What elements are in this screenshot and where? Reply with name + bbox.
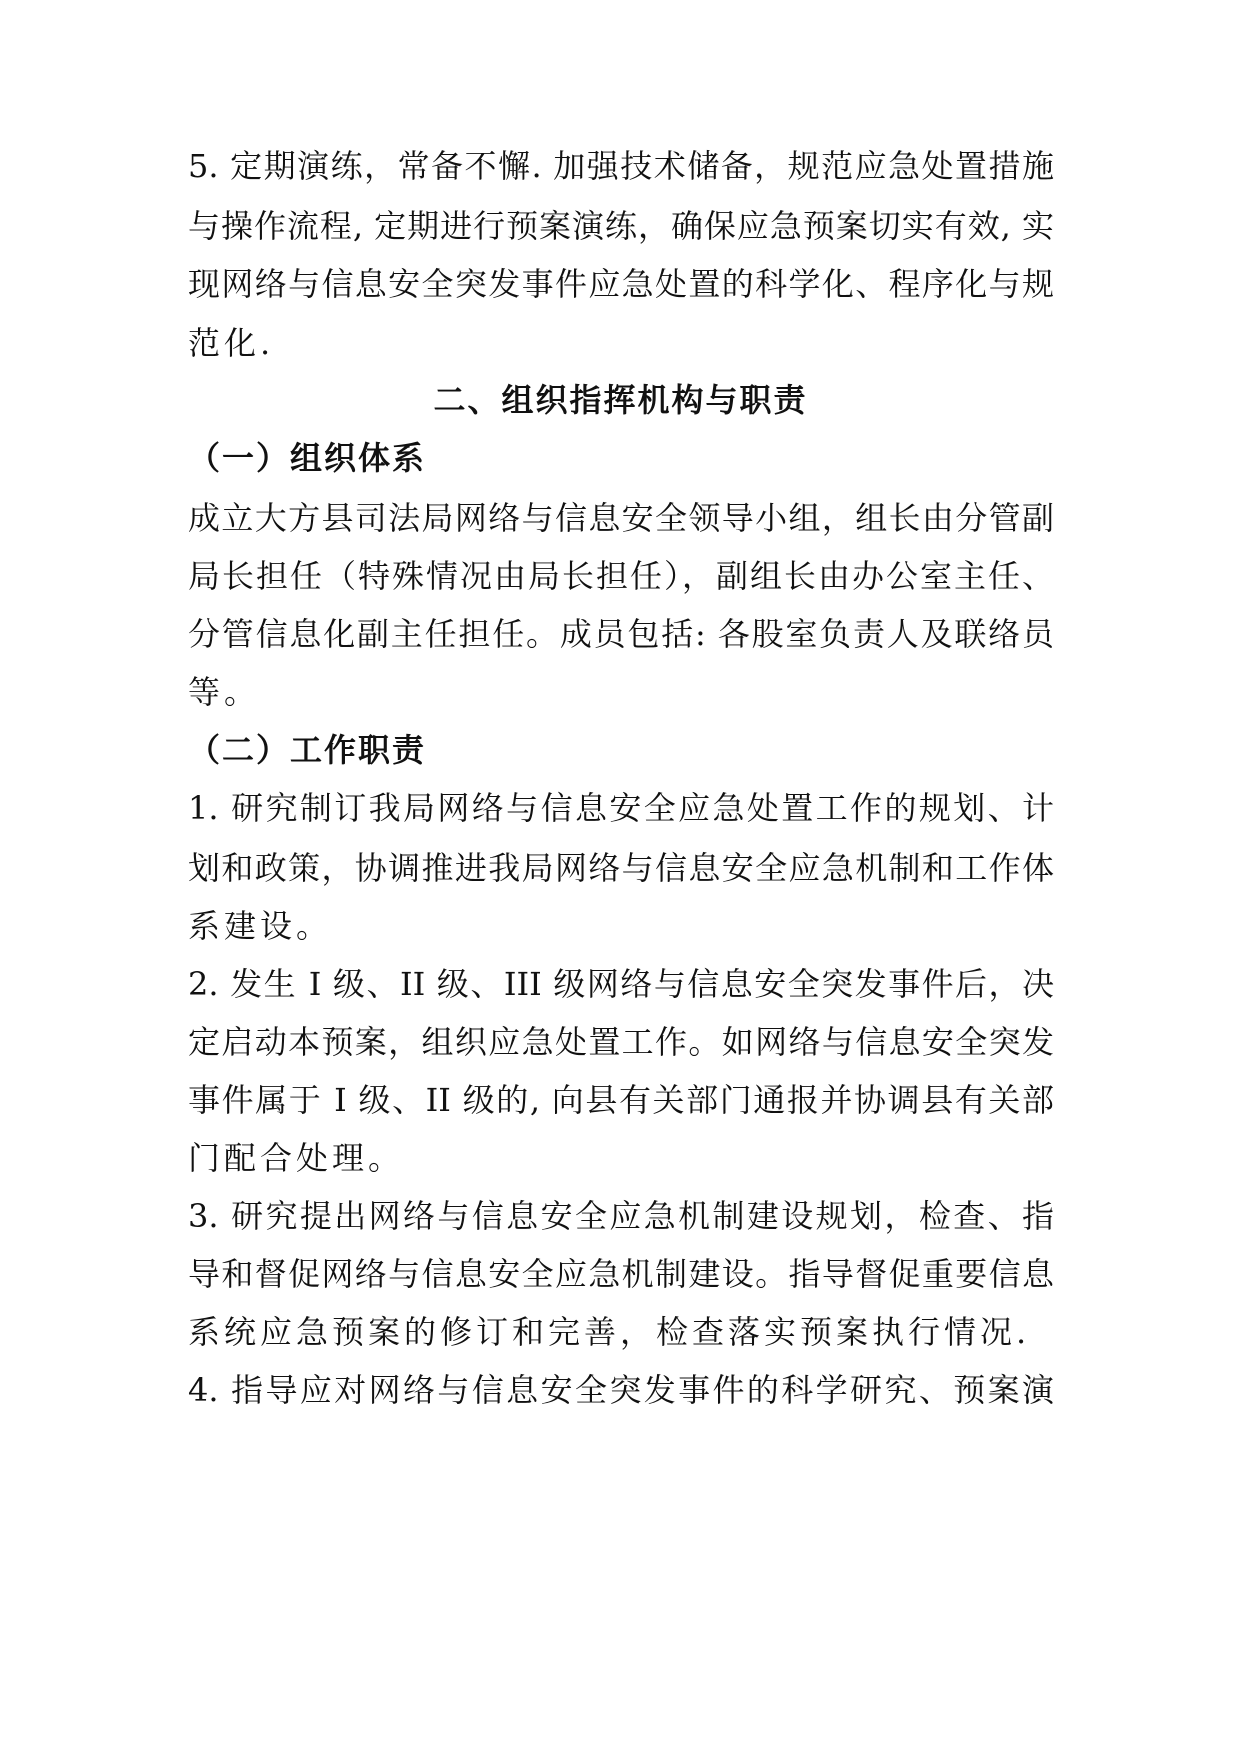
paragraph-line: 4. 指导应对网络与信息安全突发事件的科学研究、预案演 bbox=[188, 1371, 1054, 1409]
paragraph-line: 门配合处理。 bbox=[188, 1139, 405, 1177]
paragraph-line: 1. 研究制订我局网络与信息安全应急处置工作的规划、计 bbox=[188, 789, 1054, 827]
paragraph-line: 5. 定期演练，常备不懈. 加强技术储备，规范应急处置措施 bbox=[188, 147, 1054, 185]
paragraph-line: 现网络与信息安全突发事件应急处置的科学化、程序化与规 bbox=[188, 265, 1054, 303]
paragraph-line: 系建设。 bbox=[188, 907, 333, 945]
section-title: 二、组织指挥机构与职责 bbox=[433, 381, 808, 419]
paragraph-line: 定启动本预案，组织应急处置工作。如网络与信息安全突发 bbox=[188, 1023, 1054, 1061]
paragraph-line: 事件属于 I 级、II 级的, 向县有关部门通报并协调县有关部 bbox=[188, 1081, 1054, 1119]
paragraph-line: 范化. bbox=[188, 324, 275, 362]
subsection-title-org: （一）组织体系 bbox=[188, 439, 427, 477]
paragraph-line: 成立大方县司法局网络与信息安全领导小组，组长由分管副 bbox=[188, 499, 1054, 537]
subsection-title-duties: （二）工作职责 bbox=[188, 731, 427, 769]
paragraph-line: 系统应急预案的修订和完善，检查落实预案执行情况. bbox=[188, 1313, 1031, 1351]
paragraph-line: 导和督促网络与信息安全应急机制建设。指导督促重要信息 bbox=[188, 1255, 1054, 1293]
paragraph-line: 3. 研究提出网络与信息安全应急机制建设规划，检查、指 bbox=[188, 1197, 1054, 1235]
paragraph-line: 划和政策，协调推进我局网络与信息安全应急机制和工作体 bbox=[188, 849, 1054, 887]
paragraph-line: 与操作流程, 定期进行预案演练，确保应急预案切实有效, 实 bbox=[188, 207, 1054, 245]
paragraph-line: 分管信息化副主任担任。成员包括: 各股室负责人及联络员 bbox=[188, 615, 1054, 653]
paragraph-line: 等。 bbox=[188, 673, 261, 711]
paragraph-line: 局长担任（特殊情况由局长担任），副组长由办公室主任、 bbox=[188, 557, 1054, 595]
paragraph-line: 2. 发生 I 级、II 级、III 级网络与信息安全突发事件后，决 bbox=[188, 965, 1054, 1003]
